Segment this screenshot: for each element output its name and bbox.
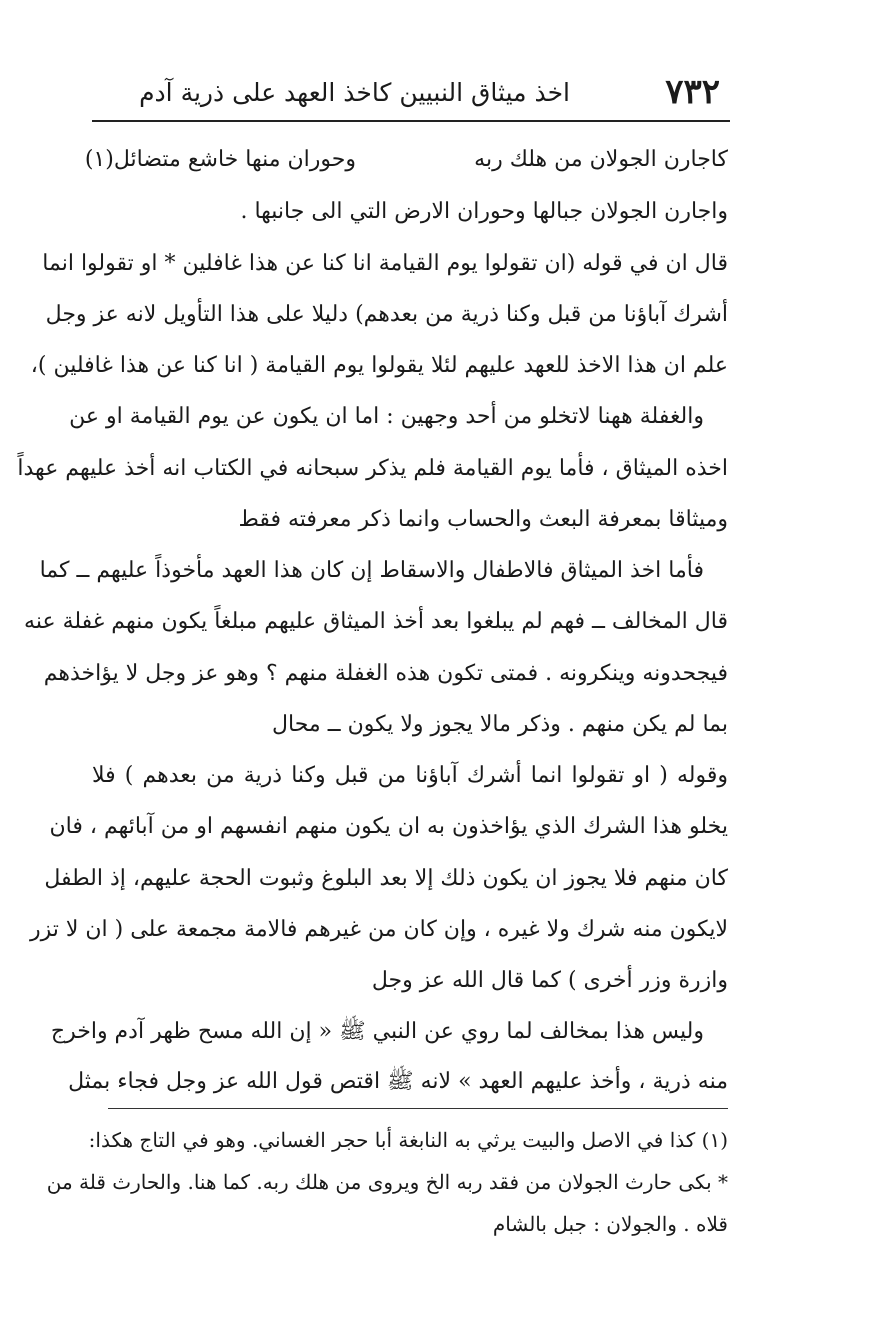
- text-line: واجارن الجولان جبالها وحوران الارض التي الى جانبها .: [240, 199, 728, 224]
- text-line: كان منهم فلا يجوز ان يكون ذلك إلا بعد البلوغ وثبوت الحجة عليهم، إذ الطفل: [44, 866, 728, 891]
- verse-hemistich-left: وحوران منها خاشع متضائل(١): [84, 147, 356, 172]
- text-line: علم ان هذا الاخذ للعهد عليهم لئلا يقولوا يوم القيامة ( انا كنا عن هذا غافلين )،: [30, 353, 728, 378]
- footnote-line: قلاه . والجولان : جبل بالشام: [492, 1212, 728, 1236]
- text-line: بما لم يكن منهم . وذكر مالا يجوز ولا يكون ــ محال: [272, 712, 728, 737]
- text-line: لايكون منه شرك ولا غيره ، وإن كان من غيرهم فالامة مجمعة على ( ان لا تزر: [29, 917, 728, 942]
- verse-hemistich-right: كاجارن الجولان من هلك ربه: [474, 147, 728, 172]
- text-line: فأما اخذ الميثاق فالاطفال والاسقاط إن كان هذا العهد مأخوذاً عليهم ــ كما: [39, 558, 704, 583]
- footnote-line: (١) كذا في الاصل والبيت يرثي به النابغة أبا حجر الغساني. وهو في التاج هكذا:: [88, 1128, 728, 1152]
- text-line: فيجحدونه وينكرونه . فمتى تكون هذه الغفلة منهم ؟ وهو عز وجل لا يؤاخذهم: [43, 661, 728, 686]
- page-number: ٧٣٢: [665, 72, 720, 112]
- text-line: قال ان في قوله (ان تقولوا يوم القيامة انا كنا عن هذا غافلين * او تقولوا انما: [42, 251, 728, 276]
- text-line: وميثاقا بمعرفة البعث والحساب وانما ذكر معرفته فقط: [238, 507, 728, 532]
- text-line: يخلو هذا الشرك الذي يؤاخذون به ان يكون منهم انفسهم او من آبائهم ، فان: [49, 814, 728, 839]
- running-title: اخذ ميثاق النبيين كاخذ العهد على ذرية آدم: [139, 78, 570, 107]
- text-line: وقوله ( او تقولوا انما أشرك آباؤنا من قبل وكنا ذرية من بعدهم ) فلا: [92, 763, 728, 788]
- text-line: منه ذرية ، وأخذ عليهم العهد » لانه ﷺ اقتص قول الله عز وجل فجاء بمثل: [68, 1069, 728, 1094]
- text-line: أشرك آباؤنا من قبل وكنا ذرية من بعدهم) دليلا على هذا التأويل لانه عز وجل: [45, 302, 728, 327]
- text-line: قال المخالف ــ فهم لم يبلغوا بعد أخذ الميثاق عليهم مبلغاً يكون منهم غفلة عنه: [24, 609, 728, 634]
- text-line: اخذه الميثاق ، فأما يوم القيامة فلم يذكر سبحانه في الكتاب انه أخذ عليهم عهداً: [17, 456, 728, 481]
- text-line: وليس هذا بمخالف لما روي عن النبي ﷺ « إن الله مسح ظهر آدم واخرج: [50, 1019, 704, 1044]
- footnote-line: * بكى حارث الجولان من فقد ربه الخ ويروى من هلك ربه. كما هنا. والحارث قلة من: [46, 1170, 728, 1194]
- text-line: والغفلة ههنا لاتخلو من أحد وجهين : اما ان يكون عن يوم القيامة او عن: [69, 404, 704, 429]
- text-line: وازرة وزر أخرى ) كما قال الله عز وجل: [371, 968, 728, 993]
- footnote-rule: [108, 1108, 728, 1109]
